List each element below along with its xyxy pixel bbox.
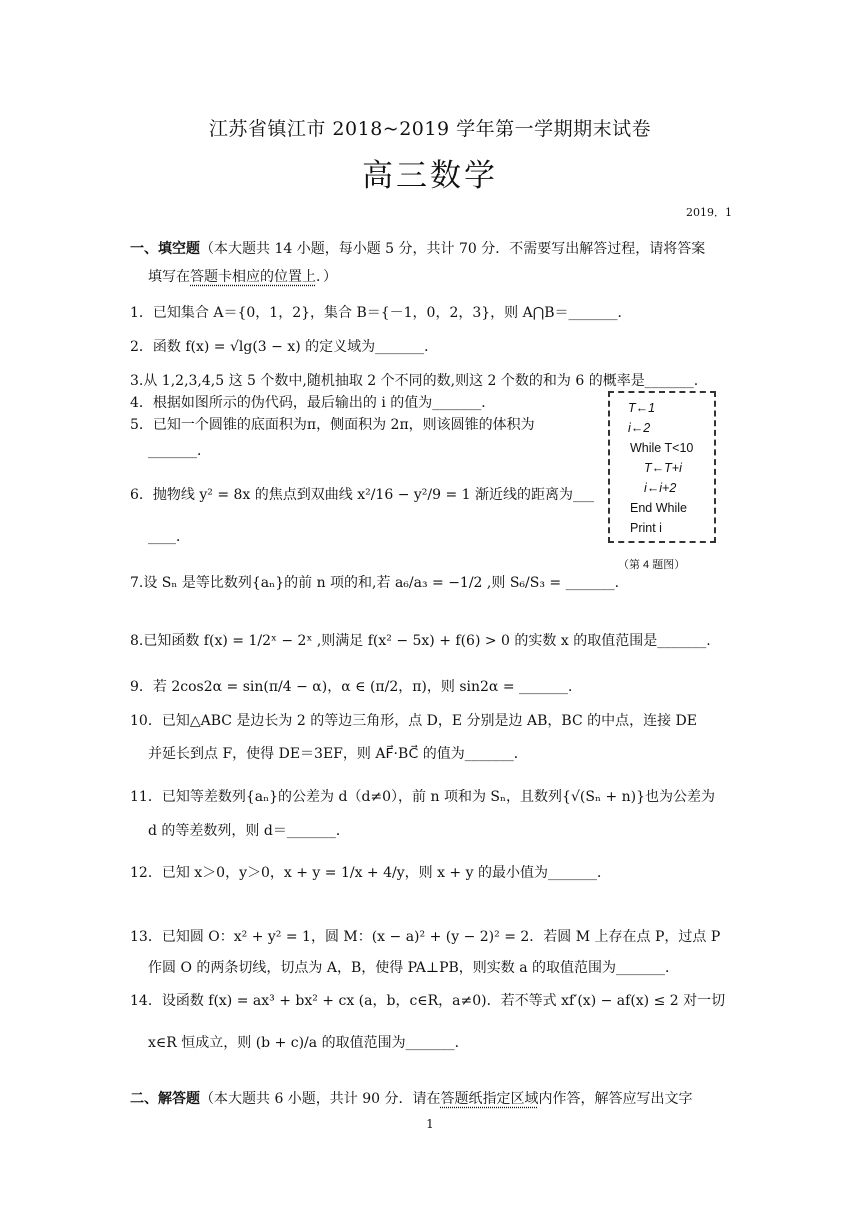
question-9: 9．若 2cos2α = sin(π/4 − α)，α ∈ (π/2，π)，则 sin2α = _______． — [130, 679, 583, 695]
document-subtitle: 高三数学 — [362, 158, 498, 194]
pseudocode-line: T←1 — [628, 401, 656, 415]
question-1: 1．已知集合 A＝{0，1，2}，集合 B＝{－1，0，2，3}，则 A⋂B＝_______． — [130, 305, 632, 321]
question-6-blank: ____． — [148, 529, 190, 545]
question-3: 3.从 1,2,3,4,5 这 5 个数中,随机抽取 2 个不同的数,则这 2 个数的和为 6 的概率是_______. — [130, 373, 699, 389]
question-2: 2．函数 f(x) = √lg(3 − x) 的定义域为_______． — [130, 339, 439, 355]
pseudocode-box — [608, 391, 716, 543]
question-7: 7.设 Sₙ 是等比数列{aₙ}的前 n 项的和,若 a₆/a₃ = −1/2 ,则 S₆/S₃ = _______. — [130, 575, 620, 591]
question-10-cont: 并延长到点 F，使得 DE＝3EF，则 AF⃗·BC⃗ 的值为_______． — [148, 746, 528, 762]
section1-intro-line2 — [148, 266, 337, 286]
section1-intro-post: ．） — [316, 269, 337, 285]
question-10: 10．已知△ABC 是边长为 2 的等边三角形，点 D，E 分别是边 AB，BC 的中点，连接 DE — [130, 713, 698, 729]
question-5: 5．已知一个圆锥的底面积为π，侧面积为 2π，则该圆锥的体积为 — [130, 417, 535, 433]
section1-intro-pre: 填写在 — [148, 269, 190, 285]
pseudocode-line: i←2 — [628, 421, 651, 435]
question-4: 4．根据如图所示的伪代码，最后输出的 i 的值为_______． — [130, 395, 496, 411]
section2-intro-emphasis: 答题纸指定区域 — [440, 1091, 539, 1107]
question-6: 6．抛物线 y² = 8x 的焦点到双曲线 x²/16 − y²/9 = 1 渐近线的距离为___ — [130, 487, 595, 503]
question-5-blank: _______． — [148, 443, 211, 459]
pseudocode-line: i←i+2 — [644, 481, 677, 495]
section1-intro-text: （本大题共 14 小题，每小题 5 分，共计 70 分．不需要写出解答过程，请将答案 — [200, 241, 706, 257]
section1-heading: 一、填空题 — [130, 241, 200, 257]
pseudocode-caption: （第 4 题图） — [618, 559, 686, 571]
question-14: 14．设函数 f(x) = ax³ + bx² + cx (a，b，c∈R，a≠0)．若不等式 xf′(x) − af(x) ≤ 2 对一切 — [130, 993, 726, 1009]
question-8: 8.已知函数 f(x) = 1/2ˣ − 2ˣ ,则满足 f(x² − 5x) + f(6) > 0 的实数 x 的取值范围是_______. — [130, 633, 711, 649]
pseudocode-line: While T<10 — [630, 441, 694, 455]
pseudocode-line: End While — [630, 501, 687, 515]
question-11: 11．已知等差数列{aₙ}的公差为 d（d≠0），前 n 项和为 Sₙ，且数列{√(Sₙ + n)}也为公差为 — [130, 789, 716, 805]
pseudocode-line: T←T+i — [644, 461, 682, 475]
document-date: 2019．1 — [686, 206, 732, 219]
section1-intro — [130, 238, 705, 258]
question-13: 13．已知圆 O：x² + y² = 1，圆 M：(x − a)² + (y − 2)² = 2．若圆 M 上存在点 P，过点 P — [130, 929, 721, 945]
section2-intro — [130, 1088, 693, 1108]
page-number: 1 — [426, 1117, 434, 1131]
pseudocode-line: Print i — [630, 521, 662, 535]
section2-heading: 二、解答题 — [130, 1091, 200, 1107]
question-14-cont: x∈R 恒成立，则 (b + c)/a 的取值范围为_______． — [148, 1035, 469, 1051]
section2-intro-post: 内作答，解答应写出文字 — [538, 1091, 693, 1107]
section2-intro-pre: （本大题共 6 小题，共计 90 分．请在 — [200, 1091, 441, 1107]
question-13-cont: 作圆 O 的两条切线，切点为 A，B，使得 PA⊥PB，则实数 a 的取值范围为_______． — [148, 960, 680, 976]
document-title: 江苏省镇江市 2018~2019 学年第一学期期末试卷 — [208, 118, 652, 140]
section1-intro-emphasis: 答题卡相应的位置上 — [190, 269, 316, 285]
question-12: 12．已知 x＞0，y＞0，x + y = 1/x + 4/y，则 x + y 的最小值为_______． — [130, 865, 611, 881]
question-11-cont: d 的等差数列，则 d＝_______． — [148, 823, 350, 839]
